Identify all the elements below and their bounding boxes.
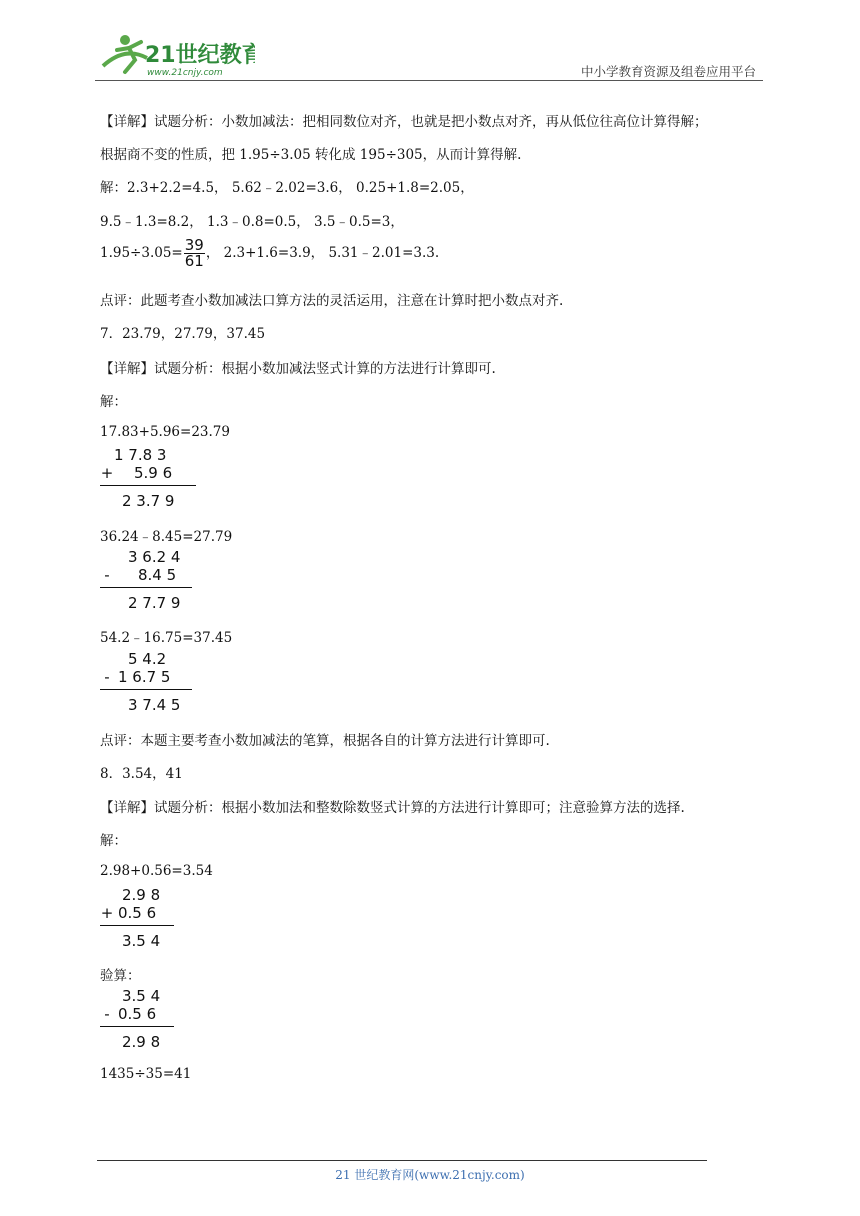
equation: 54.2﹣16.75=37.45 bbox=[100, 630, 233, 646]
calc-bottom: 0.5 6 bbox=[118, 1005, 157, 1023]
calc-operator: - bbox=[104, 668, 110, 686]
calc-operator: + bbox=[100, 464, 114, 482]
footer-link[interactable]: 21 世纪教育网(www.21cnjy.com) bbox=[335, 1168, 525, 1182]
calc-op-row bbox=[100, 566, 192, 584]
svg-text:21世纪教育: 21世纪教育 bbox=[145, 43, 255, 68]
calc-rule bbox=[100, 925, 174, 926]
fraction bbox=[184, 238, 205, 269]
calc-top: 3.5 4 bbox=[122, 987, 161, 1005]
text-line: 【详解】试题分析：小数加减法：把相同数位对齐，也就是把小数点对齐，再从低位往高位计算得解； bbox=[100, 114, 708, 130]
text-line: 解： bbox=[100, 833, 127, 849]
text-line: 9.5﹣1.3=8.2， 1.3﹣0.8=0.5， 3.5﹣0.5=3， bbox=[100, 214, 404, 230]
calc-top: 2.9 8 bbox=[122, 886, 161, 904]
text-line-with-fraction bbox=[100, 238, 439, 269]
text-line: 【详解】试题分析：根据小数加减法竖式计算的方法进行计算即可. bbox=[100, 361, 496, 377]
site-logo bbox=[95, 28, 255, 80]
calc-top: 3 6.2 4 bbox=[128, 548, 181, 566]
equation: 2.98+0.56=3.54 bbox=[100, 863, 213, 879]
calc-rule bbox=[100, 485, 196, 486]
vertical-calculation bbox=[100, 987, 174, 1051]
calc-result: 2 3.7 9 bbox=[122, 492, 175, 510]
calc-rule bbox=[100, 1026, 174, 1027]
calc-rule bbox=[100, 689, 192, 690]
calc-result: 3.5 4 bbox=[122, 932, 161, 950]
text-line: 点评：本题主要考查小数加减法的笔算，根据各自的计算方法进行计算即可. bbox=[100, 733, 550, 749]
calc-operator: + bbox=[100, 904, 114, 922]
calc-bottom: 0.5 6 bbox=[118, 904, 157, 922]
calc-op-row bbox=[100, 464, 196, 482]
text-segment: ， 2.3+1.6=3.9， 5.31﹣2.01=3.3. bbox=[205, 245, 440, 261]
text-line: 【详解】试题分析：根据小数加法和整数除数竖式计算的方法进行计算即可；注意验算方法的选择. bbox=[100, 800, 685, 816]
question-answer: 7．23.79，27.79，37.45 bbox=[100, 326, 266, 342]
calc-op-row bbox=[100, 1005, 174, 1023]
svg-text:www.21cnjy.com: www.21cnjy.com bbox=[147, 68, 223, 78]
calc-result: 2.9 8 bbox=[122, 1033, 161, 1051]
platform-title: 中小学教育资源及组卷应用平台 bbox=[580, 64, 756, 79]
text-line: 点评：此题考查小数加减法口算方法的灵活运用，注意在计算时把小数点对齐. bbox=[100, 293, 564, 309]
calc-bottom: 1 6.7 5 bbox=[118, 668, 171, 686]
fraction-denominator: 61 bbox=[184, 252, 204, 270]
calc-result: 3 7.4 5 bbox=[128, 696, 181, 714]
vertical-calculation bbox=[100, 548, 192, 612]
calc-top: 1 7.8 3 bbox=[114, 446, 167, 464]
text-line: 根据商不变的性质，把 1.95÷3.05 转化成 195÷305，从而计算得解. bbox=[100, 147, 522, 163]
calc-result: 2 7.7 9 bbox=[128, 594, 181, 612]
vertical-calculation bbox=[100, 446, 196, 510]
text-segment: 1.95÷3.05= bbox=[100, 245, 183, 261]
equation: 36.24﹣8.45=27.79 bbox=[100, 529, 233, 545]
equation: 1435÷35=41 bbox=[100, 1066, 192, 1082]
calc-bottom: 5.9 6 bbox=[134, 464, 173, 482]
footer-divider bbox=[97, 1160, 707, 1161]
runner-logo-icon bbox=[95, 28, 255, 80]
calc-bottom: 8.4 5 bbox=[138, 566, 177, 584]
vertical-calculation bbox=[100, 886, 174, 950]
text-line: 解：2.3+2.2=4.5， 5.62﹣2.02=3.6， 0.25+1.8=2.05， bbox=[100, 180, 474, 196]
calc-rule bbox=[100, 587, 192, 588]
question-answer: 8．3.54，41 bbox=[100, 766, 183, 782]
calc-operator: - bbox=[104, 566, 110, 584]
calc-operator: - bbox=[104, 1005, 110, 1023]
equation: 17.83+5.96=23.79 bbox=[100, 424, 230, 440]
fraction-numerator: 39 bbox=[184, 236, 204, 254]
text-line: 验算： bbox=[100, 968, 141, 984]
calc-op-row bbox=[100, 668, 192, 686]
text-line: 解： bbox=[100, 394, 127, 410]
calc-top: 5 4.2 bbox=[128, 650, 167, 668]
header-divider bbox=[95, 80, 763, 81]
calc-op-row bbox=[100, 904, 174, 922]
vertical-calculation bbox=[100, 650, 192, 714]
